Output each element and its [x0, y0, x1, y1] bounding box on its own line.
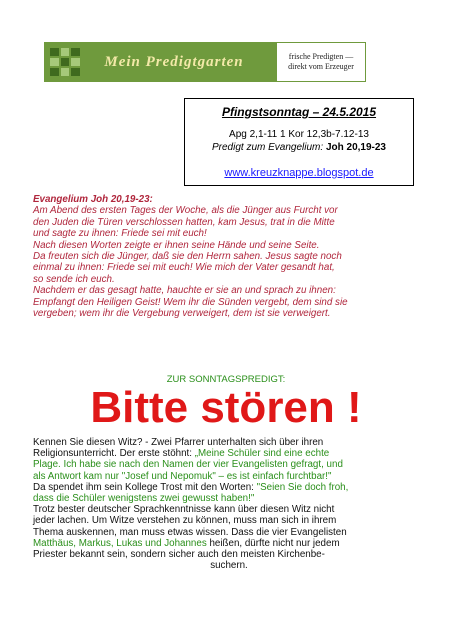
gospel-line: Nachdem er das gesagt hatte, hauchte er sie an und sprach zu ihnen: — [33, 285, 336, 297]
body-line: Trotz bester deutscher Sprachkenntnisse kann über diesen Witz nicht — [33, 504, 335, 516]
gospel-line: Empfangt den Heiligen Geist! Wem ihr die Sünden vergebt, dem sind sie — [33, 296, 348, 308]
sermon-headline: Bitte stören ! — [90, 383, 362, 432]
banner-main — [44, 42, 276, 82]
banner-tagline — [276, 42, 366, 82]
body-line — [33, 538, 425, 549]
tagline-line-2: direkt vom Erzeuger — [288, 62, 354, 71]
quote-line: dass die Schüler wenigstens zwei gewusst haben!" — [33, 493, 255, 505]
body-line: suchern. — [210, 560, 248, 572]
gospel-line: so sende ich euch. — [33, 273, 115, 285]
gospel-line: Da freuten sich die Jünger, daß sie den Herrn sahen. Jesus sagte noch — [33, 251, 342, 263]
body-line: Priester bekannt sein, sondern sicher auch den meisten Kirchenbe- — [33, 549, 325, 561]
reading-references: Apg 2,1-11 1 Kor 12,3b-7.12-13 — [229, 129, 369, 140]
gospel-line: einmal zu ihnen: Friede sei mit euch! Wie mich der Vater gesandt hat, — [33, 262, 335, 274]
sunday-title: Pfingstsonntag – 24.5.2015 — [221, 105, 377, 119]
body-line — [33, 482, 425, 493]
quote-line: Plage. Ich habe sie nach den Namen der vier Evangelisten gefragt, und — [33, 459, 343, 471]
body-line — [33, 448, 425, 459]
gospel-line: Nach diesen Worten zeigte er ihnen seine Hände und seine Seite. — [33, 239, 320, 251]
gospel-line: vergeben; wem ihr die Vergebung verweigert, dem ist sie verweigert. — [33, 308, 331, 320]
gospel-line: und sagte zu ihnen: Friede sei mit euch! — [33, 228, 207, 240]
quote-line: als Antwort kam nur "Josef und Nepomuk" – es ist einfach furchtbar!" — [33, 470, 332, 482]
sermon-body — [33, 437, 425, 571]
gospel-title: Evangelium Joh 20,19-23: — [33, 194, 153, 205]
banner-title: Mein Predigtgarten — [104, 53, 244, 70]
garden-logo-icon — [50, 48, 80, 76]
sermon-label: Predigt zum Evangelium: — [212, 142, 324, 153]
body-line: Kennen Sie diesen Witz? - Zwei Pfarrer unterhalten sich über ihren — [33, 437, 324, 448]
evangelist-names: Matthäus, Markus, Lukas und Johannes — [33, 537, 207, 549]
body-text: heißen, dürfte nicht nur jedem — [206, 537, 340, 549]
header-banner — [44, 42, 366, 82]
gospel-text — [33, 194, 423, 319]
info-box — [184, 98, 414, 186]
body-text: Religionsunterricht. Der erste stöhnt: — [33, 448, 195, 460]
sermon-reference — [185, 142, 413, 153]
quote-text: "Seien Sie doch froh, — [256, 481, 349, 493]
blog-link[interactable]: www.kreuzknappe.blogspot.de — [224, 167, 374, 179]
sermon-gospel-ref: Joh 20,19-23 — [325, 142, 386, 153]
body-text: Da spendet ihm sein Kollege Trost mit den Worten: — [33, 481, 257, 493]
quote-text: „Meine Schüler sind eine echte — [194, 448, 330, 460]
sermon-subheading: ZUR SONNTAGSPREDIGT: — [166, 374, 286, 385]
body-line: Thema auskennen, man muss etwas wissen. Dass die vier Evangelisten — [33, 526, 347, 538]
gospel-line: den Juden die Türen verschlossen hatten, kam Jesus, trat in die Mitte — [33, 216, 335, 228]
body-line: jeder lachen. Um Witze verstehen zu können, muss man sich in ihrem — [33, 515, 337, 527]
tagline-line-1: frische Predigten — — [288, 52, 354, 61]
gospel-line: Am Abend des ersten Tages der Woche, als die Jünger aus Furcht vor — [33, 205, 338, 217]
